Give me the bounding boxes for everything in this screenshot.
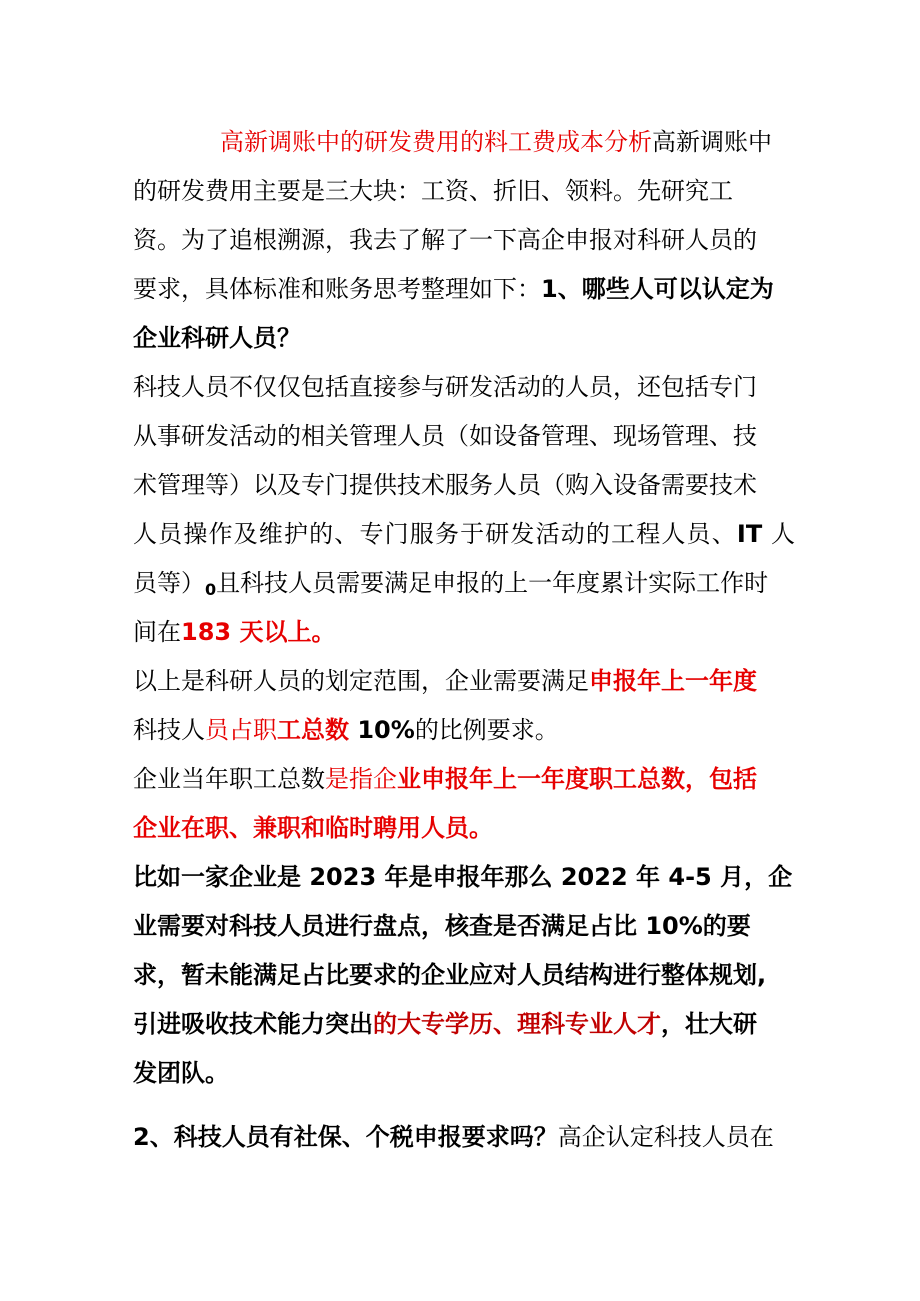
paragraph-line bbox=[133, 902, 795, 951]
text-run: 员等） bbox=[133, 569, 205, 597]
text-run: 术管理等）以及专门提供技术服务人员（购入设备需要技术 bbox=[133, 471, 757, 499]
paragraph-line bbox=[133, 608, 795, 657]
highlight-text: 工总数 bbox=[277, 716, 349, 744]
text-run-it: IT bbox=[736, 520, 763, 548]
highlight-text: 是指企 bbox=[325, 765, 397, 793]
highlight-text: 的大专学历、理科专业人才 bbox=[373, 1010, 661, 1038]
section-heading-1-cont: 企业科研人员？ bbox=[133, 324, 301, 352]
paragraph-spacer bbox=[133, 1098, 795, 1113]
paragraph-line bbox=[133, 363, 795, 412]
text-run: ，壮大研 bbox=[661, 1010, 757, 1038]
paragraph-line bbox=[133, 755, 795, 804]
text-run: 以上是科研人员的划定范围，企业需要满足 bbox=[133, 667, 589, 695]
text-run: 资。为了追根溯源，我去了解了一下高企申报对科研人员的 bbox=[133, 226, 757, 254]
paragraph-line bbox=[133, 853, 795, 902]
text-run: 高企认定科技人员在 bbox=[557, 1123, 774, 1151]
text-run: 科技人员不仅仅包括直接参与研发活动的人员，还包括专门 bbox=[133, 373, 757, 401]
text-run: 求，暂未能满足占比要求的企业应对人员结构进行整体规划, bbox=[133, 961, 767, 989]
text-run: 业需要对科技人员进行盘点，核查是否满足占比 10%的要 bbox=[133, 912, 751, 940]
paragraph-line bbox=[133, 657, 795, 706]
text-run: 要求，具体标准和账务思考整理如下： bbox=[133, 275, 541, 303]
highlight-text: 企业在职、兼职和临时聘用人员。 bbox=[133, 814, 493, 842]
paragraph-line bbox=[133, 1000, 795, 1049]
paragraph-line bbox=[133, 951, 795, 1000]
paragraph-line bbox=[133, 167, 795, 216]
highlight-183-days: 183 天以上。 bbox=[181, 618, 336, 646]
text-run: 高新调账中 bbox=[652, 128, 772, 156]
text-run: 发团队。 bbox=[133, 1059, 229, 1087]
text-run: 间在 bbox=[133, 618, 181, 646]
text-run: 引进吸收技术能力突出 bbox=[133, 1010, 373, 1038]
highlight-text: 员占职 bbox=[205, 716, 277, 744]
paragraph-line bbox=[133, 412, 795, 461]
text-run: 从事研发活动的相关管理人员（如设备管理、现场管理、技 bbox=[133, 422, 757, 450]
paragraph-line bbox=[133, 706, 795, 755]
paragraph-line bbox=[133, 559, 795, 608]
document-title: 高新调账中的研发费用的料工费成本分析 bbox=[220, 128, 652, 156]
section-heading-2: 2、科技人员有社保、个税申报要求吗？ bbox=[133, 1123, 558, 1151]
text-run: 比如一家企业是 2023 年是申报年那么 2022 年 4-5 月，企 bbox=[133, 863, 793, 891]
text-run: 科技人 bbox=[133, 716, 205, 744]
paragraph-line bbox=[133, 314, 795, 363]
text-run: 企业当年职工总数 bbox=[133, 765, 325, 793]
text-run-zero: 0 bbox=[205, 580, 217, 599]
paragraph-line bbox=[133, 216, 795, 265]
text-run-percent: 10% bbox=[349, 716, 415, 744]
paragraph-line bbox=[133, 461, 795, 510]
highlight-text: 业申报年上一年度职工总数，包括 bbox=[397, 765, 757, 793]
paragraph-line bbox=[133, 265, 795, 314]
paragraph-line bbox=[133, 510, 795, 559]
text-run: 的比例要求。 bbox=[414, 716, 559, 744]
paragraph-line bbox=[133, 118, 795, 167]
text-run: 的研发费用主要是三大块：工资、折旧、领料。先研究工 bbox=[133, 177, 733, 205]
paragraph-line bbox=[133, 1049, 795, 1098]
paragraph-line bbox=[133, 804, 795, 853]
text-run: 且科技人员需要满足申报的上一年度累计实际工作时 bbox=[216, 569, 769, 597]
document-body bbox=[133, 118, 795, 1162]
paragraph-line bbox=[133, 1113, 795, 1162]
text-run: 人员操作及维护的、专门服务于研发活动的工程人员、 bbox=[133, 520, 737, 548]
section-heading-1: 1、哪些人可以认定为 bbox=[541, 275, 774, 303]
text-run: 人 bbox=[771, 520, 795, 548]
highlight-text: 申报年上一年度 bbox=[589, 667, 757, 695]
